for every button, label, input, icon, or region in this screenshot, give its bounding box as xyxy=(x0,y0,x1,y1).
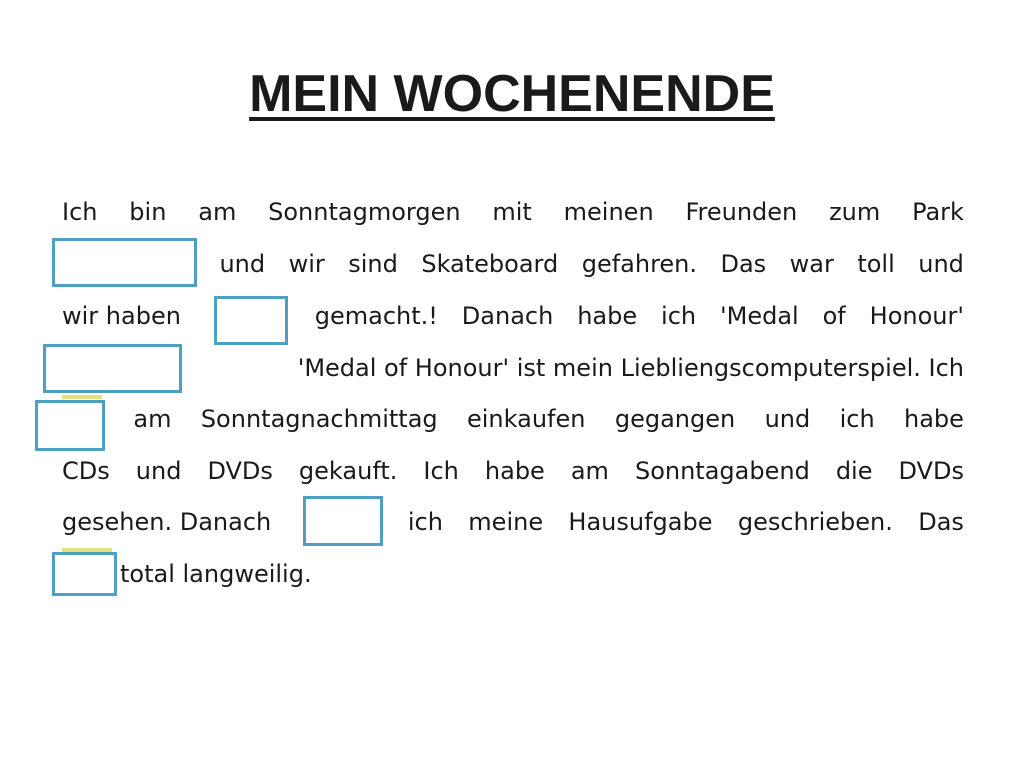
answer-blank-3[interactable] xyxy=(43,344,182,393)
text-line-3: wir haben gemacht.! Danach habe ich 'Medal of Honour' xyxy=(62,302,964,330)
answer-blank-4[interactable] xyxy=(35,400,105,451)
answer-blank-2[interactable] xyxy=(214,296,288,345)
text-line-4: 'Medal of Honour' ist mein Liebliengscomputerspiel. Ich xyxy=(297,354,964,382)
text-line-1: Ich bin am Sonntagmorgen mit meinen Freunden zum Park xyxy=(62,198,964,226)
answer-blank-5[interactable] xyxy=(303,496,383,546)
text-line-6: CDs und DVDs gekauft. Ich habe am Sonntagabend die DVDs xyxy=(62,457,964,485)
text-line-7: gesehen. Danach ich meine Hausufgabe geschrieben. Das xyxy=(62,508,964,536)
highlight-mark xyxy=(62,395,102,399)
answer-blank-1[interactable] xyxy=(52,238,197,287)
text-line-2: und wir sind Skateboard gefahren. Das war toll und xyxy=(219,250,964,278)
text-line-5: am Sonntagnachmittag einkaufen gegangen und ich habe xyxy=(133,405,964,433)
text-line-8: total langweilig. xyxy=(120,560,312,588)
answer-blank-6[interactable] xyxy=(52,552,117,596)
slide-title: MEIN WOCHENENDE xyxy=(249,65,775,123)
